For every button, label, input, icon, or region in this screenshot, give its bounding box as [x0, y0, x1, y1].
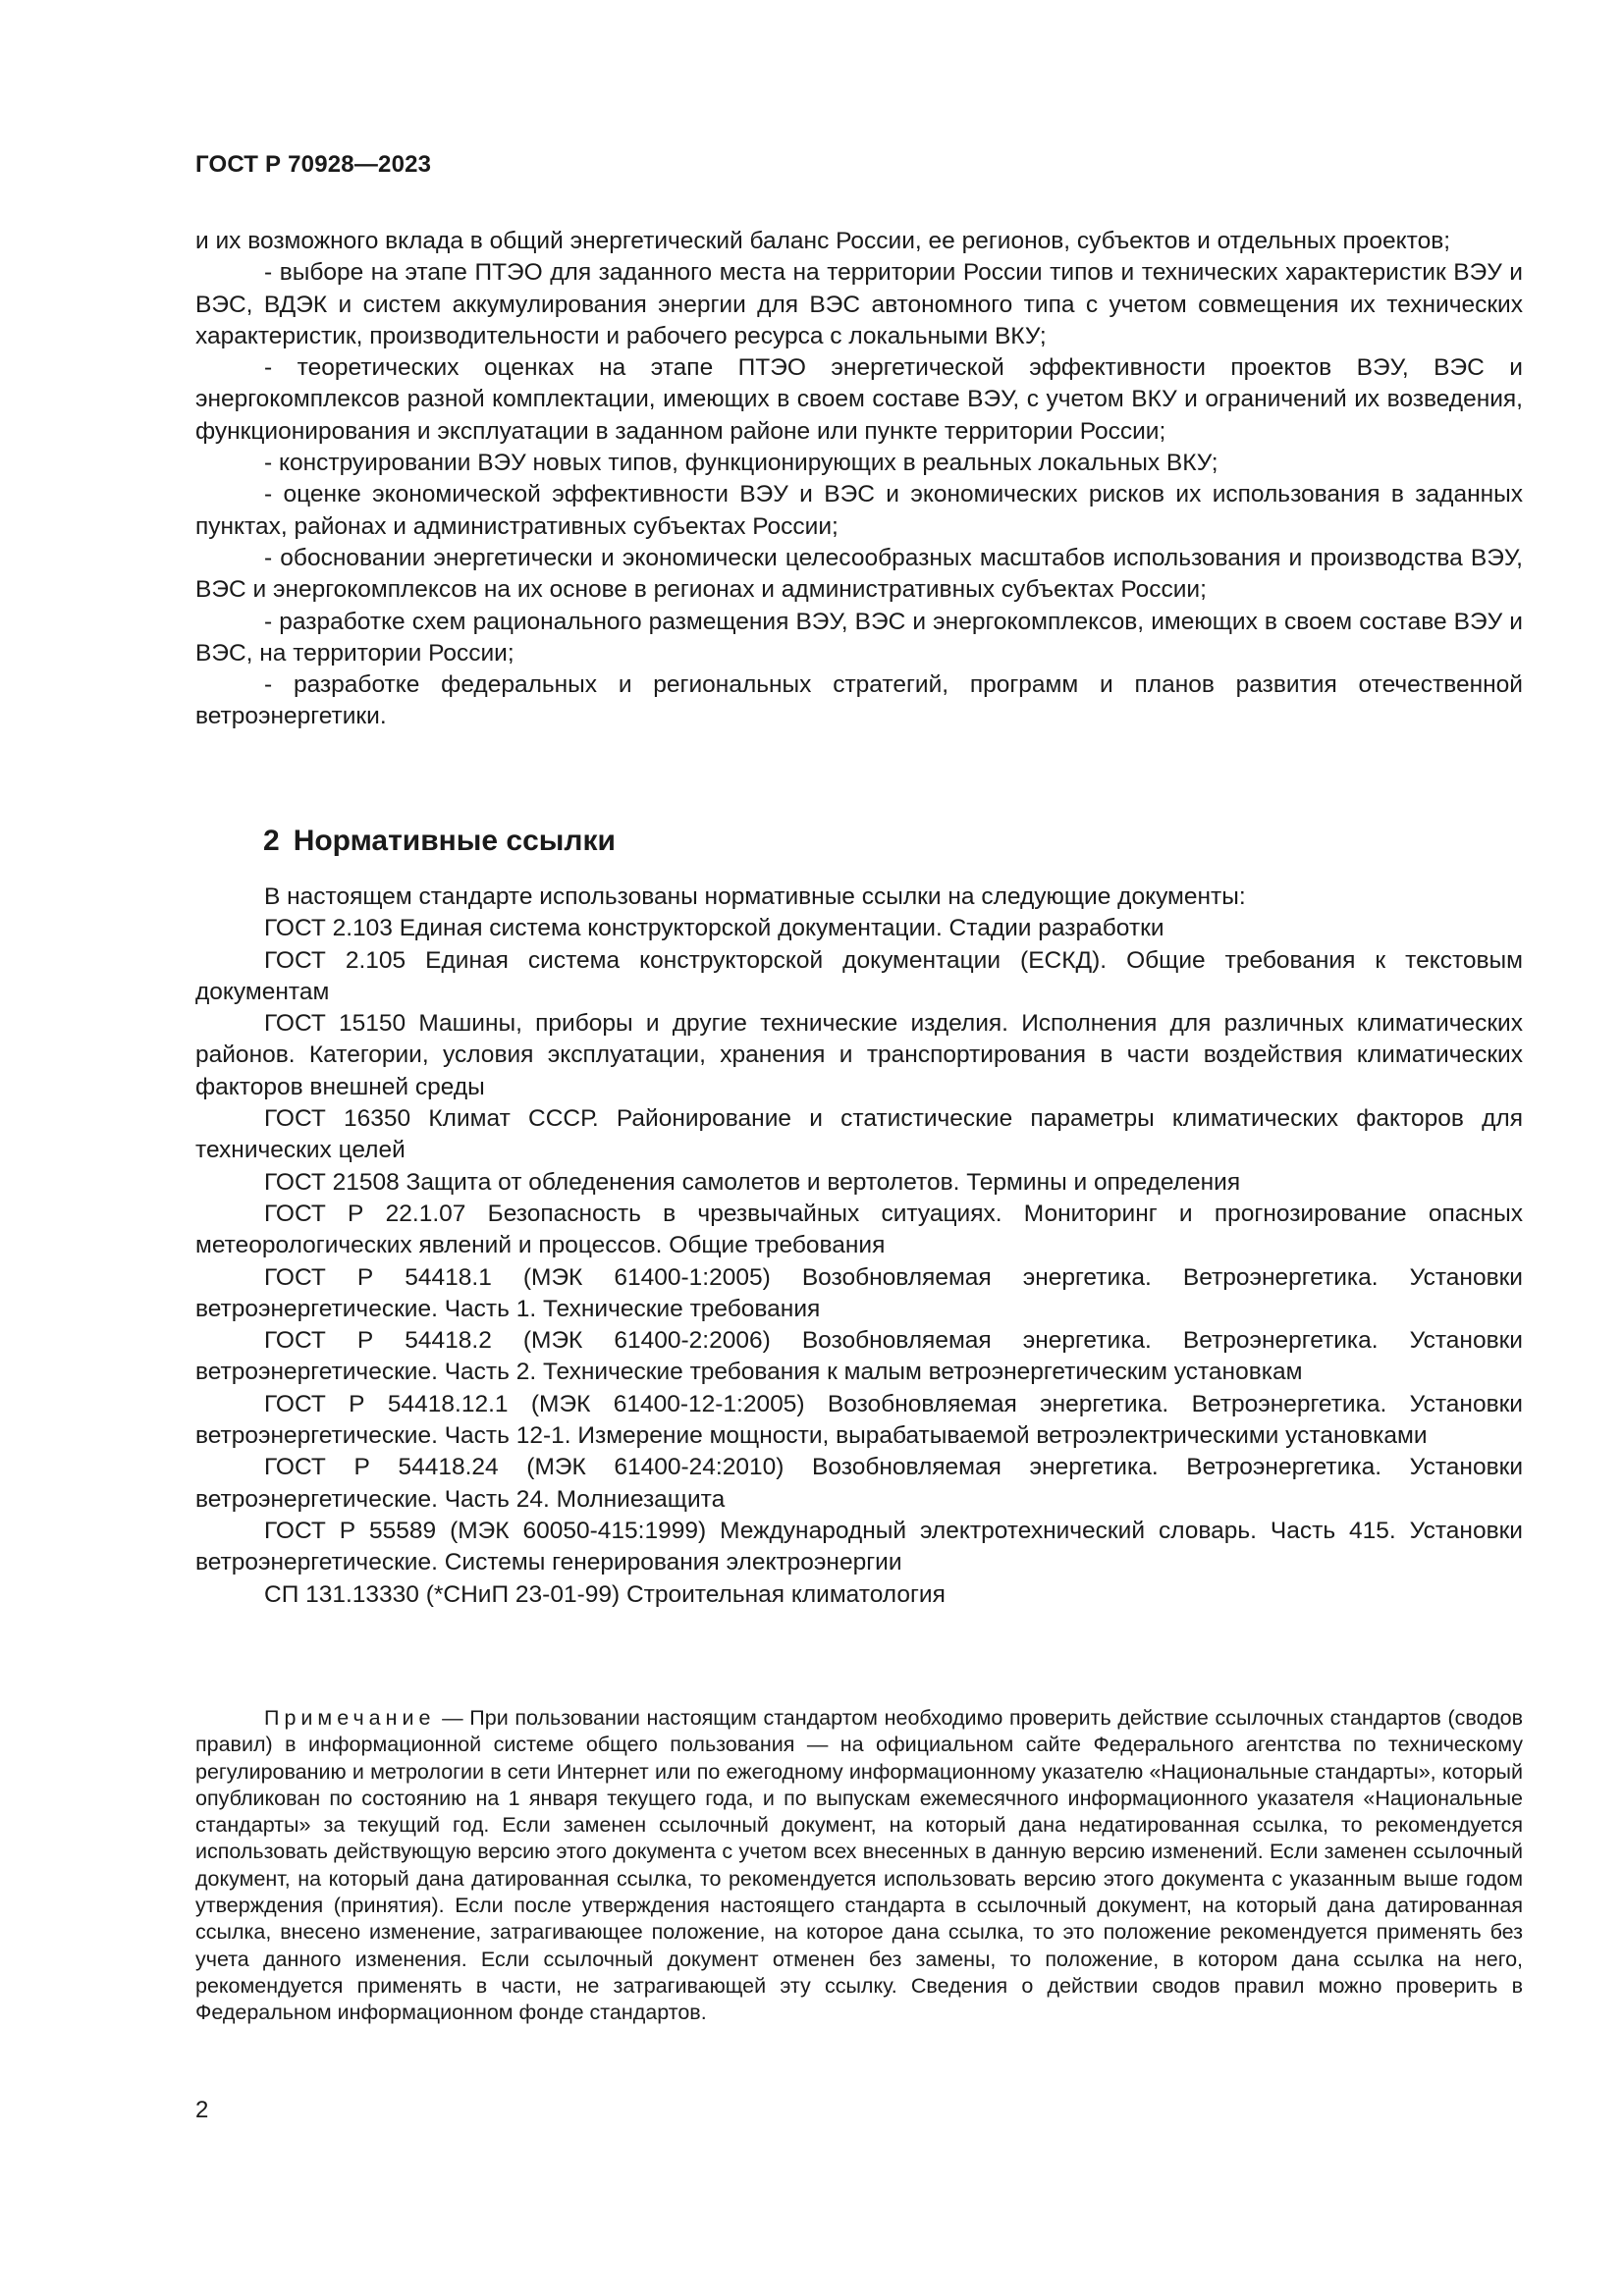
section-title: Нормативные ссылки	[293, 825, 616, 857]
references-lead: В настоящем стандарте использованы нормативные ссылки на следующие документы:	[264, 883, 1246, 910]
reference-item: СП 131.13330 (*СНиП 23-01-99) Строительная климатология	[264, 1580, 946, 1608]
reference-item: ГОСТ 2.103 Единая система конструкторской документации. Стадии разработки	[264, 915, 1164, 942]
intro-item: - обосновании энергетически и экономически целесообразных масштабов использования и производства ВЭУ, ВЭС и энергокомплексов на их основе в регионах и административных субъектах России;	[195, 544, 1523, 604]
intro-item: - оценке экономической эффективности ВЭУ и ВЭС и экономических рисков их использования в заданных пунктах, районах и административных субъектах России;	[195, 481, 1523, 540]
reference-item: ГОСТ 2.105 Единая система конструкторской документации (ЕСКД). Общие требования к текстовым документам	[195, 946, 1523, 1005]
document-code-header: ГОСТ Р 70928—2023	[195, 151, 432, 178]
intro-item: - выборе на этапе ПТЭО для заданного места на территории России типов и технических характеристик ВЭУ и ВЭС, ВДЭК и систем аккумулирования энергии для ВЭС автономного типа с учетом совмещения их технических характеристик, производительности и рабочего ресурса с локальными ВКУ;	[195, 259, 1523, 349]
intro-item: - разработке федеральных и региональных стратегий, программ и планов развития отечественной ветроэнергетики.	[195, 671, 1523, 730]
note-block	[195, 1705, 1523, 2027]
section-number: 2	[263, 825, 280, 857]
reference-item: ГОСТ 15150 Машины, приборы и другие технические изделия. Исполнения для различных климатических районов. Категории, условия эксплуатации, хранения и транспортирования в части воздействия климатических факторов внешней среды	[195, 1010, 1523, 1100]
note-text: — При пользовании настоящим стандартом необходимо проверить действие ссылочных стандартов (сводов правил) в информационной системе общего пользования — на официальном сайте Федерального агентства по техническому регулированию и метрологии в сети Интернет или по ежегодному информационному указателю «Национальные стандарты», который опубликован по состоянию на 1 января текущего года, и по выпускам ежемесячного информационного указателя «Национальные стандарты» за текущий год. Если заменен ссылочный документ, на который дана недатированная ссылка, то рекомендуется использовать действующую версию этого документа с учетом всех внесенных в данную версию изменений. Если заменен ссылочный документ, на который дана датированная ссылка, то рекомендуется использовать версию этого документа с указанным выше годом утверждения (принятия). Если после утверждения настоящего стандарта в ссылочный документ, на который дана датированная ссылка, внесено изменение, затрагивающее положение, на которое дана ссылка, то это положение рекомендуется применять без учета данного изменения. Если ссылочный документ отменен без замены, то положение, в котором дана ссылка на него, рекомендуется применять в части, не затрагивающей эту ссылку. Сведения о действии сводов правил можно проверить в Федеральном информационном фонде стандартов.	[195, 1706, 1523, 2025]
intro-continuation: и их возможного вклада в общий энергетический баланс России, ее регионов, субъектов и отдельных проектов;	[195, 228, 1451, 254]
reference-item: ГОСТ 16350 Климат СССР. Районирование и статистические параметры климатических факторов для технических целей	[195, 1105, 1523, 1164]
reference-item: ГОСТ Р 54418.2 (МЭК 61400-2:2006) Возобновляемая энергетика. Ветроэнергетика. Установки ветроэнергетические. Часть 2. Технические требования к малым ветроэнергетическим установкам	[195, 1327, 1523, 1386]
note-paragraph	[195, 1705, 1523, 2027]
normative-references	[195, 881, 1523, 1611]
intro-item: - разработке схем рационального размещения ВЭУ, ВЭС и энергокомплексов, имеющих в своем составе ВЭУ и ВЭС, на территории России;	[195, 608, 1523, 667]
note-label: Примечание	[264, 1706, 436, 1730]
intro-item: - конструировании ВЭУ новых типов, функционирующих в реальных локальных ВКУ;	[264, 450, 1218, 477]
section-heading	[263, 825, 616, 858]
reference-item: ГОСТ Р 54418.1 (МЭК 61400-1:2005) Возобновляемая энергетика. Ветроэнергетика. Установки ветроэнергетические. Часть 1. Технические требования	[195, 1263, 1523, 1322]
intro-text	[195, 226, 1523, 733]
page-number: 2	[195, 2097, 209, 2123]
intro-item: - теоретических оценках на этапе ПТЭО энергетической эффективности проектов ВЭУ, ВЭС и энергокомплексов разной комплектации, имеющих в своем составе ВЭУ, с учетом ВКУ и ограничений их возведения, функционирования и эксплуатации в заданном районе или пункте территории России;	[195, 354, 1523, 445]
reference-item: ГОСТ Р 54418.24 (МЭК 61400-24:2010) Возобновляемая энергетика. Ветроэнергетика. Установки ветроэнергетические. Часть 24. Молниезащита	[195, 1454, 1523, 1513]
reference-item: ГОСТ Р 54418.12.1 (МЭК 61400-12-1:2005) Возобновляемая энергетика. Ветроэнергетика. Установки ветроэнергетические. Часть 12-1. Измерение мощности, вырабатываемой ветроэлектрическими установками	[195, 1390, 1523, 1450]
reference-item: ГОСТ Р 55589 (МЭК 60050-415:1999) Международный электротехнический словарь. Часть 415. Установки ветроэнергетические. Системы генерирования электроэнергии	[195, 1517, 1523, 1576]
reference-item: ГОСТ Р 22.1.07 Безопасность в чрезвычайных ситуациях. Мониторинг и прогнозирование опасных метеорологических явлений и процессов. Общие требования	[195, 1200, 1523, 1259]
reference-item: ГОСТ 21508 Защита от обледенения самолетов и вертолетов. Термины и определения	[264, 1168, 1241, 1196]
